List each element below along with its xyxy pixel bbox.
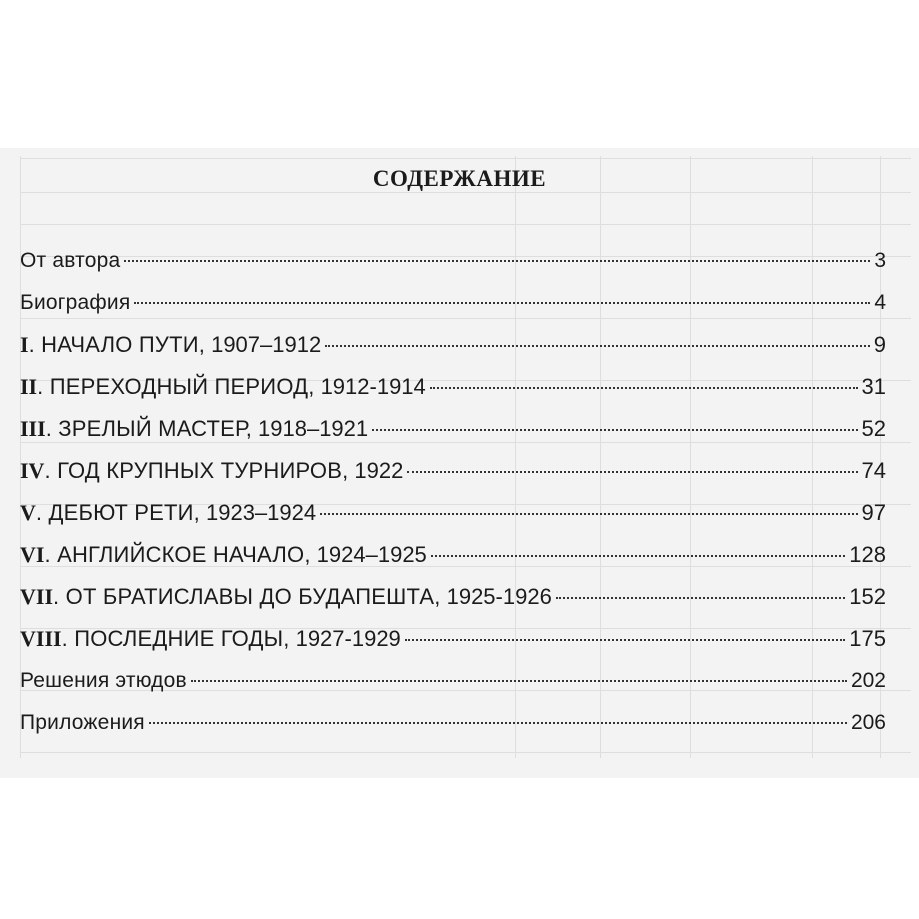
book-page [0, 148, 919, 778]
toc-entry-label: . АНГЛИЙСКОЕ НАЧАЛО, [44, 542, 311, 567]
toc-list [20, 240, 886, 744]
toc-entry-number: VIII [20, 626, 62, 651]
toc-entry-number: VII [20, 584, 54, 609]
toc-entry[interactable] [20, 534, 886, 576]
toc-entry-label: . ДЕБЮТ РЕТИ, [35, 500, 200, 525]
toc-entry-page: 4 [874, 291, 886, 314]
toc-entry-page: 52 [861, 416, 886, 441]
toc-entry-label: . ПОСЛЕДНИЕ ГОДЫ, [61, 626, 290, 651]
toc-entry-page: 3 [874, 249, 886, 272]
dot-leader [430, 387, 858, 389]
dot-leader [320, 513, 857, 515]
toc-entry-label: Биография [20, 291, 131, 314]
toc-entry-years: 1912-1914 [320, 374, 426, 399]
toc-entry-page: 175 [849, 626, 886, 651]
dot-leader [191, 680, 847, 682]
toc-entry-number: II [20, 374, 38, 399]
toc-entry-number: VI [20, 542, 45, 567]
toc-entry[interactable] [20, 576, 886, 618]
toc-entry[interactable] [20, 702, 886, 744]
toc-entry[interactable] [20, 660, 886, 702]
toc-entry-page: 128 [849, 542, 886, 567]
dot-leader [149, 722, 847, 724]
toc-entry-number: V [20, 500, 36, 525]
toc-entry-years: 1918–1921 [258, 416, 369, 441]
toc-entry-label: . ПЕРЕХОДНЫЙ ПЕРИОД, [37, 374, 315, 399]
dot-leader [372, 429, 857, 431]
dot-leader [124, 260, 870, 262]
toc-entry-label: Решения этюдов [20, 669, 187, 692]
toc-entry-years: 1923–1924 [205, 500, 317, 525]
toc-entry-years: 1925-1926 [446, 584, 552, 609]
toc-entry-page: 74 [861, 458, 886, 483]
dot-leader [431, 555, 845, 557]
toc-entry[interactable] [20, 282, 886, 324]
toc-entry-years: 1922 [354, 458, 404, 483]
toc-entry[interactable] [20, 324, 886, 366]
toc-entry-number: IV [20, 458, 45, 483]
toc-entry-label: . НАЧАЛО ПУТИ, [28, 332, 206, 357]
toc-entry[interactable] [20, 618, 886, 660]
toc-entry-number: I [20, 332, 29, 357]
dot-leader [556, 597, 845, 599]
toc-entry-page: 152 [849, 584, 886, 609]
dot-leader [407, 471, 857, 473]
toc-entry-page: 97 [861, 500, 886, 525]
toc-entry[interactable] [20, 492, 886, 534]
toc-entry[interactable] [20, 366, 886, 408]
toc-entry-number: III [20, 416, 46, 441]
toc-entry-label: Приложения [20, 711, 145, 734]
toc-entry-years: 1924–1925 [316, 542, 427, 567]
toc-entry-page: 9 [873, 332, 886, 357]
toc-entry[interactable] [20, 240, 886, 282]
dot-leader [134, 302, 870, 304]
toc-entry-years: 1927-1929 [295, 626, 401, 651]
toc-title: СОДЕРЖАНИЕ [372, 166, 547, 191]
toc-entry-label: . ОТ БРАТИСЛАВЫ ДО БУДАПЕШТА, [53, 584, 441, 609]
toc-entry-label: . ГОД КРУПНЫХ ТУРНИРОВ, [44, 458, 349, 483]
toc-entry-years: 1907–1912 [211, 332, 322, 357]
toc-entry-page: 31 [861, 374, 886, 399]
toc-entry-label: От автора [20, 249, 121, 272]
toc-entry[interactable] [20, 450, 886, 492]
toc-entry-page: 206 [850, 711, 886, 734]
toc-entry[interactable] [20, 408, 886, 450]
dot-leader [405, 639, 845, 641]
toc-entry-label: . ЗРЕЛЫЙ МАСТЕР, [45, 416, 253, 441]
dot-leader [325, 345, 870, 347]
toc-entry-page: 202 [850, 669, 886, 692]
